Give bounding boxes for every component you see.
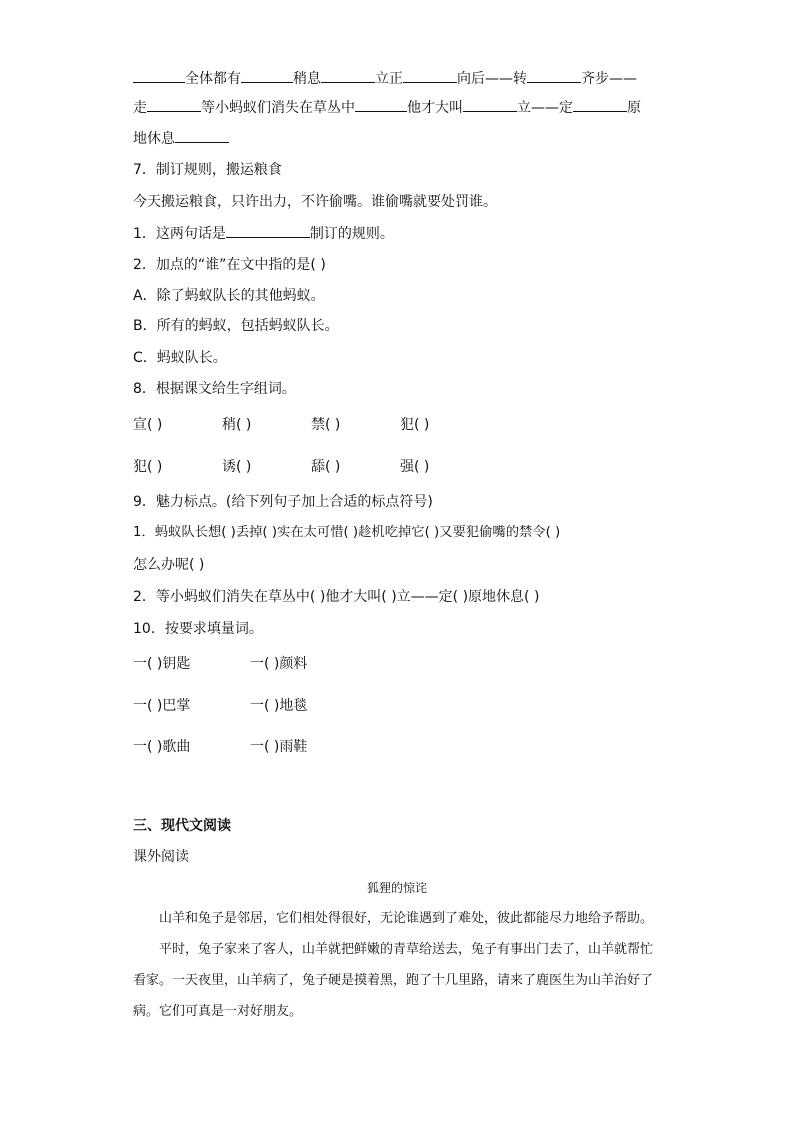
- q10-item[interactable]: 一( )钥匙: [133, 656, 191, 672]
- q9-sentence-1-cont[interactable]: 怎么办呢( ): [133, 557, 205, 573]
- command-text: 齐步——: [581, 71, 637, 87]
- q9-sentence-2[interactable]: 2．等小蚂蚁们消失在草丛中( )他才大叫( )立——定( )原地休息( ): [133, 589, 540, 605]
- q10-item[interactable]: 一( )地毯: [250, 698, 308, 714]
- q7-sub1: [133, 223, 394, 244]
- q10-item[interactable]: 一( )歌曲: [133, 739, 191, 755]
- q8-item[interactable]: 宣( ): [133, 417, 163, 433]
- q10-heading: 10．按要求填量词。: [133, 621, 263, 637]
- command-text: 原: [627, 100, 641, 116]
- fill-line-3: [133, 128, 229, 149]
- q9-sentence-1[interactable]: 1．蚂蚁队长想( )丢掉( )实在太可惜( )趁机吃掉它( )又要犯偷嘴的禁令( ): [133, 525, 561, 540]
- command-text: 全体都有: [185, 71, 241, 87]
- q7-option-a[interactable]: A．除了蚂蚁队长的其他蚂蚁。: [133, 288, 325, 304]
- story-body: [133, 903, 653, 1027]
- q7-sub2: 2．加点的“谁”在文中指的是( ): [133, 257, 326, 273]
- q10-item[interactable]: 一( )雨鞋: [250, 739, 308, 755]
- q10-item[interactable]: 一( )颜料: [250, 656, 308, 672]
- q9-heading: 9．魅力标点。(给下列句子加上合适的标点符号): [133, 494, 433, 510]
- section-subheading: 课外阅读: [133, 849, 189, 865]
- q8-heading: 8．根据课文给生字组词。: [133, 381, 296, 397]
- answer-blank[interactable]: [573, 97, 627, 112]
- fill-line-1: [133, 68, 637, 89]
- answer-blank[interactable]: [463, 97, 517, 112]
- q8-item[interactable]: 诱( ): [222, 459, 252, 475]
- q8-item[interactable]: 禁( ): [311, 417, 341, 433]
- q8-item[interactable]: 舔( ): [311, 459, 341, 475]
- command-text: 立正: [375, 71, 403, 87]
- q10-item[interactable]: 一( )巴掌: [133, 698, 191, 714]
- command-text: 他才大叫: [407, 100, 463, 116]
- q8-item[interactable]: 强( ): [400, 459, 430, 475]
- command-text: 地休息: [133, 131, 175, 147]
- answer-blank[interactable]: [226, 223, 310, 238]
- command-text: 稍息: [293, 71, 321, 87]
- q8-item[interactable]: 犯( ): [133, 459, 163, 475]
- answer-blank[interactable]: [175, 128, 229, 143]
- q7-heading: 7．制订规则，搬运粮食: [133, 162, 282, 178]
- answer-blank[interactable]: [147, 97, 201, 112]
- answer-blank[interactable]: [133, 68, 185, 83]
- command-text: 立——定: [517, 100, 573, 116]
- q8-item[interactable]: 犯( ): [400, 417, 430, 433]
- command-text: 走: [133, 100, 147, 116]
- q7-sub1-text: 1．这两句话是: [133, 226, 226, 242]
- q7-passage: 今天搬运粮食，只许出力，不许偷嘴。谁偷嘴就要处罚谁。: [133, 194, 497, 210]
- q7-option-c[interactable]: C．蚂蚁队长。: [133, 350, 227, 366]
- answer-blank[interactable]: [527, 68, 581, 83]
- answer-blank[interactable]: [355, 97, 407, 112]
- fill-line-2: [133, 97, 641, 118]
- story-title: 狐狸的惊诧: [366, 881, 427, 895]
- story-paragraph: 山羊和兔子是邻居，它们相处得很好，无论谁遇到了难处，彼此都能尽力地给予帮助。: [159, 911, 654, 926]
- answer-blank[interactable]: [321, 68, 375, 83]
- q8-item[interactable]: 稍( ): [222, 417, 252, 433]
- answer-blank[interactable]: [241, 68, 293, 83]
- command-text: 等小蚂蚁们消失在草丛中: [201, 100, 355, 116]
- q7-sub1-text-end: 制订的规则。: [309, 226, 394, 242]
- story-paragraph: 平时，兔子家来了客人，山羊就把鲜嫩的青草给送去，兔子有事出门去了，山羊就帮忙看家。一天夜里，山羊病了，兔子硬是摸着黑，跑了十几里路，请来了鹿医生为山羊治好了病。它们可真是一对好朋友。: [133, 942, 654, 1019]
- answer-blank[interactable]: [403, 68, 457, 83]
- command-text: 向后——转: [457, 71, 527, 87]
- q7-option-b[interactable]: B．所有的蚂蚁，包括蚂蚁队长。: [133, 318, 339, 334]
- section-heading: 三、现代文阅读: [133, 818, 231, 834]
